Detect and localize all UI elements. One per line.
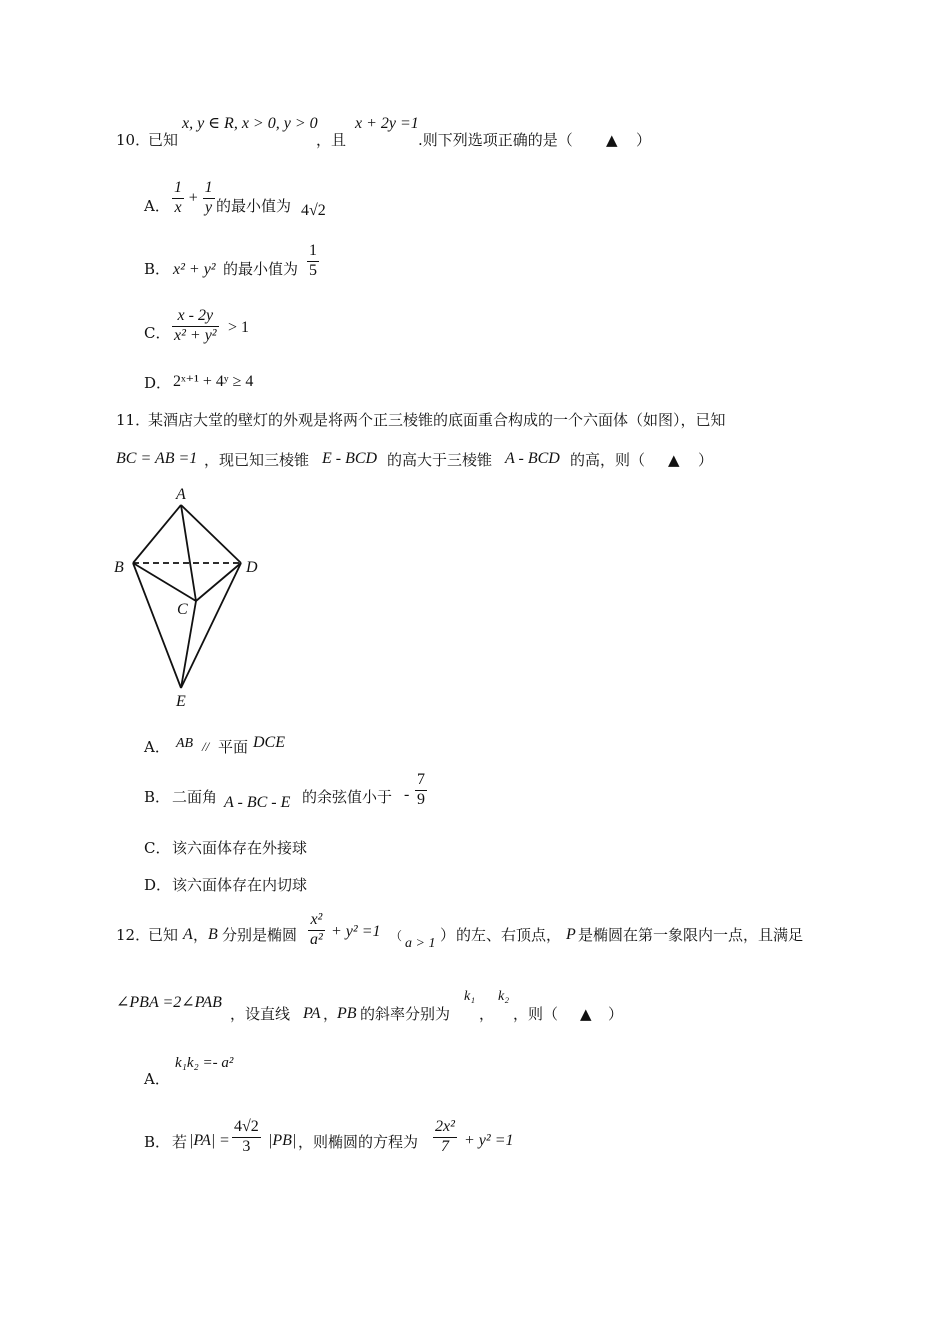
q12-sep2: ，	[323, 1005, 339, 1023]
q10-constraint: x + 2y =1	[355, 115, 419, 132]
vertex-label-a: A	[176, 486, 186, 503]
edge-de	[181, 563, 241, 688]
q10-option-b-text: 的最小值为	[223, 260, 299, 278]
triangle-marker-icon: ▲	[606, 131, 618, 149]
q12-text7: ，则（	[513, 1005, 559, 1023]
q11-option-c-label: C．	[144, 839, 171, 857]
hexahedron-figure	[108, 480, 273, 710]
q11-text2: 的高大于三棱锥	[387, 451, 493, 469]
q11-option-d-text: 该六面体存在内切球	[172, 876, 308, 894]
q11-option-b-fraction: $\frac{7}{9}$	[417, 771, 425, 808]
q10-option-b-label: B．	[144, 260, 171, 278]
q11-option-a-expr1: AB	[176, 736, 194, 751]
q12-paren-open: （	[390, 929, 403, 943]
q12-text3: 的左、右顶点，	[456, 926, 562, 944]
q10-option-b-fraction: $\frac{1}{5}$	[309, 242, 317, 279]
vertex-label-d: D	[246, 559, 258, 576]
q11-close: ）	[698, 451, 714, 469]
q12-point-p: P	[566, 926, 576, 943]
q10-close: ）	[636, 131, 652, 149]
q11-pyramid-e: E - BCD	[322, 450, 378, 467]
edge-ab	[133, 505, 181, 563]
q12-text4: 是椭圆在第一象限内一点，且满足	[578, 926, 804, 944]
q11-line1: 某酒店大堂的壁灯的外观是将两个正三棱锥的底面重合构成的一个六面体（如图），已知	[148, 411, 726, 429]
q12-option-b-label: B．	[144, 1133, 171, 1151]
q11-pyramid-a: A - BCD	[505, 450, 560, 467]
q12-line-pa: PA	[303, 1005, 321, 1022]
q11-text1: ，现已知三棱锥	[204, 451, 310, 469]
q12-ellipse-rest: + y² =1	[331, 923, 381, 940]
q10-and: ，且	[316, 131, 347, 149]
q10-option-a-value: 4√2	[301, 202, 326, 219]
q12-option-b-fraction: $\frac{\text{2x²}}{7}$	[435, 1118, 455, 1155]
q12-point-a: A	[183, 926, 193, 943]
q12-option-b-pb-abs: |PB|	[268, 1132, 297, 1149]
q10-number: 10．	[116, 131, 151, 149]
q10-option-b-expr: x² + y²	[173, 261, 216, 278]
q10-option-a-expr: $\frac{1}{x}$ + $\frac{1}{y}$	[174, 179, 213, 216]
q12-text2: 分别是椭圆	[222, 926, 298, 944]
q10-intro: 已知	[148, 131, 179, 149]
q12-option-b-equation-tail: + y² =1	[464, 1132, 514, 1149]
q11-option-d-label: D．	[144, 876, 172, 894]
edge-bc	[133, 563, 196, 601]
vertex-label-b: B	[114, 559, 124, 576]
q10-option-d-label: D．	[144, 374, 172, 392]
q10-condition: x, y ∈ R, x > 0, y > 0	[182, 115, 318, 132]
q12-option-b-equals: =	[220, 1132, 230, 1149]
q12-sep: ，	[193, 926, 209, 944]
q10-tail: .则下列选项正确的是（	[418, 131, 573, 149]
q12-number: 12．	[116, 926, 151, 944]
q11-option-b-text2: 的余弦值小于	[302, 788, 393, 806]
q10-option-a-label: A．	[144, 197, 170, 215]
q12-paren-close: ）	[440, 926, 456, 944]
q12-text1: 已知	[148, 926, 179, 944]
vertex-label-e: E	[176, 693, 186, 710]
q10-option-a-text: 的最小值为	[216, 197, 292, 215]
q11-option-c-text: 该六面体存在外接球	[172, 839, 308, 857]
q12-option-b-text1: 若	[172, 1133, 188, 1151]
q10-option-d-expr: 2ˣ⁺¹ + 4ʸ ≥ 4	[173, 373, 254, 390]
q12-point-b: B	[208, 926, 218, 943]
vertex-label-c: C	[177, 601, 188, 618]
q11-option-a-label: A．	[144, 738, 170, 756]
q12-slope-k2: k₂	[498, 989, 510, 1004]
q11-option-b-negative: -	[404, 786, 410, 803]
edge-ac	[181, 505, 196, 601]
q11-option-a-expr2: DCE	[253, 734, 285, 751]
q11-text3: 的高，则（	[570, 451, 646, 469]
q11-option-a-parallel: //	[202, 739, 210, 754]
q12-option-b-ratio: $\frac{4√2}{3}$	[234, 1118, 259, 1155]
q12-option-b-text2: ，则椭圆的方程为	[298, 1133, 419, 1151]
q10-option-c-fraction: $\frac{x - 2y}{\text{x² + y²}}$	[174, 307, 217, 344]
q11-option-b-label: B．	[144, 788, 171, 806]
q10-option-c-label: C．	[144, 324, 171, 342]
edge-cd	[196, 563, 241, 601]
q11-condition: BC = AB =1	[116, 450, 198, 467]
q12-text5: ，设直线	[230, 1005, 291, 1023]
edge-ad	[181, 505, 241, 563]
edge-be	[133, 563, 181, 688]
q12-text6: 的斜率分别为	[360, 1005, 451, 1023]
q11-option-b-text1: 二面角	[172, 788, 218, 806]
q12-option-a-label: A．	[144, 1070, 170, 1088]
triangle-marker-icon: ▲	[580, 1005, 592, 1023]
q12-slope-k1: k₁	[464, 989, 476, 1004]
q12-line-pb: PB	[337, 1005, 357, 1022]
q12-option-a-expr: k₁k₂ =- a²	[175, 1055, 234, 1071]
q11-option-b-expr: A - BC - E	[224, 794, 291, 811]
q12-option-b-pa-abs: |PA|	[189, 1132, 216, 1149]
q11-option-a-text: 平面	[218, 738, 249, 756]
q12-close: ）	[608, 1005, 624, 1023]
q12-ellipse-fraction: $\frac{\text{x²}}{\text{a²}}$	[310, 911, 323, 948]
q11-number: 11．	[116, 411, 151, 429]
q12-angle-condition: ∠PBA =2∠PAB	[116, 994, 222, 1011]
q12-condition: a > 1	[405, 936, 436, 951]
q12-sep3: ，	[479, 1005, 495, 1023]
triangle-marker-icon: ▲	[668, 451, 680, 469]
q10-option-c-relation: > 1	[228, 319, 250, 336]
